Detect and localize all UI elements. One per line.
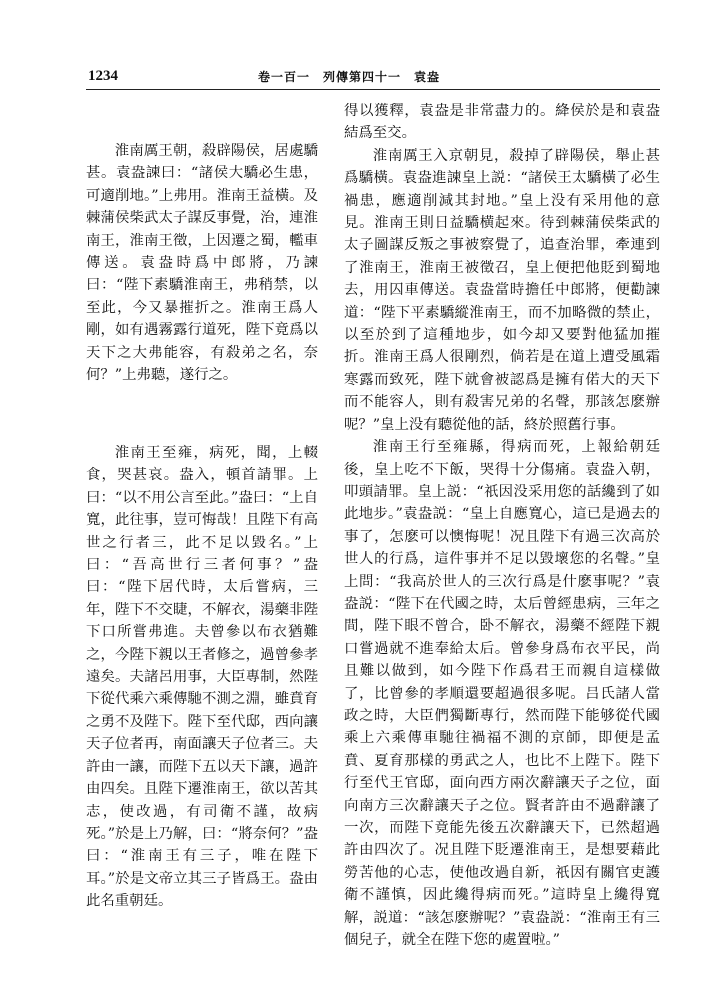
classical-text-column — [86, 140, 318, 910]
classical-paragraph: 淮南王至雍，病死，聞，上輟食，哭甚哀。盎入，頓首請罪。上曰：“以不用公言至此。”盎曰：“上自寬，此往事，豈可悔哉！且陛下有高世之行者三，此不足以毀名。”上曰：“吾高世行三者何事？”盎曰：“陛下居代時，太后嘗病，三年，陛下不交睫，不解衣，湯藥非陛下口所嘗弗進。夫曾參以布衣猶難之，今陛下親以王者修之，過曾參孝遠矣。夫諸呂用事，大臣專制，然陛下從代乘六乘傳馳不測之淵，雖賁育之勇不及陛下。陛下至代邸，西向讓天子位者再，南面讓天子位者三。夫許由一讓，而陛下五以天下讓，過許由四矣。且陛下遷淮南王，欲以苦其志，使改過，有司衛不謹，故病死。”於是上乃解，曰：“將奈何？”盎曰：“淮南王有三子，唯在陛下耳。”於是文帝立其三子皆爲王。盎由此名重朝廷。 — [86, 445, 318, 910]
classical-paragraph: 淮南厲王朝，殺辟陽侯，居處驕甚。袁盎諫曰：“諸侯大驕必生患，可適削地。”上弗用。淮南王益橫。及棘蒲侯柴武太子謀反事覺，治，連淮南王，淮南王徵，上因遷之蜀，轞車傳送。袁盎時爲中郎將，乃諫曰：“陛下素驕淮南王，弗稍禁，以至此，今又暴摧折之。淮南王爲人剛，如有遇霧露行道死，陛下竟爲以天下之大弗能容，有殺弟之名，奈何？”上弗聽，遂行之。 — [86, 143, 318, 384]
translation-column — [344, 100, 660, 950]
running-title: 卷一百一 列傳第四十一 袁盎 — [258, 70, 441, 84]
page-number: 1234 — [88, 68, 118, 84]
header-rule — [86, 89, 660, 90]
translation-paragraph: 淮南厲王入京朝見，殺掉了辟陽侯，舉止甚爲驕橫。袁盎進諫皇上説：“諸侯王太驕橫了必生禍患，應適削減其封地。”皇上没有采用他的意見。淮南王則日益驕横起來。待到棘蒲侯柴武的太子圖謀反叛之事被察覺了，追查治罪，牽連到了淮南王，淮南王被徵召，皇上便把他貶到蜀地去，用囚車傳送。袁盎當時擔任中郎將，便勸諫道：“陛下平素驕縱淮南王，而不加略微的禁止，以至於到了這種地步，如今却又要對他猛加摧折。淮南王爲人很剛烈，倘若是在道上遭受風霜寒露而致死，陛下就會被認爲是擁有偌大的天下而不能容人，則有殺害兄弟的名聲，那該怎麽辦呢？”皇上没有聽從他的話，終於照舊行事。 — [344, 147, 660, 433]
translation-paragraph: 淮南王行至雍縣，得病而死，上報給朝廷後，皇上吃不下飯，哭得十分傷痛。袁盎入朝，叩頭請罪。皇上説：“祇因没采用您的話纔到了如此地步。”袁盎説：“皇上自應寬心，這已是過去的事了，怎麽可以懊悔呢！况且陛下有過三次高於世人的行爲，這件事并不足以毀壞您的名聲。”皇上問：“我高於世人的三次行爲是什麽事呢？”袁盎説：“陛下在代國之時，太后曾經患病，三年之間，陛下眼不曾合，卧不解衣，湯藥不經陛下親口嘗過就不進奉給太后。曾參身爲布衣平民，尚且難以做到，如今陛下作爲君王而親自這樣做了，比曾參的孝順還要超過很多呢。吕氏諸人當政之時，大臣們獨斷專行，然而陛下能够從代國乘上六乘傳車馳往禍福不測的京師，即便是孟賁、夏育那樣的勇武之人，也比不上陛下。陛下行至代王官邸，面向西方兩次辭讓天子之位，面向南方三次辭讓天子之位。賢者許由不過辭讓了一次，而陛下竟能先後五次辭讓天下，已然超過許由四次了。况且陛下貶遷淮南王，是想要藉此勞苦他的心志，使他改過自新，祇因有關官吏護衛不謹慎，因此纔得病而死。”這時皇上纔得寬解，説道：“該怎麽辦呢？”袁盎説：“淮南王有三個兒子，就全在陛下您的處置啦。” — [344, 439, 660, 949]
page-header — [88, 66, 658, 88]
translation-paragraph: 得以獲釋，袁盎是非常盡力的。絳侯於是和袁盎結爲至交。 — [344, 103, 660, 142]
